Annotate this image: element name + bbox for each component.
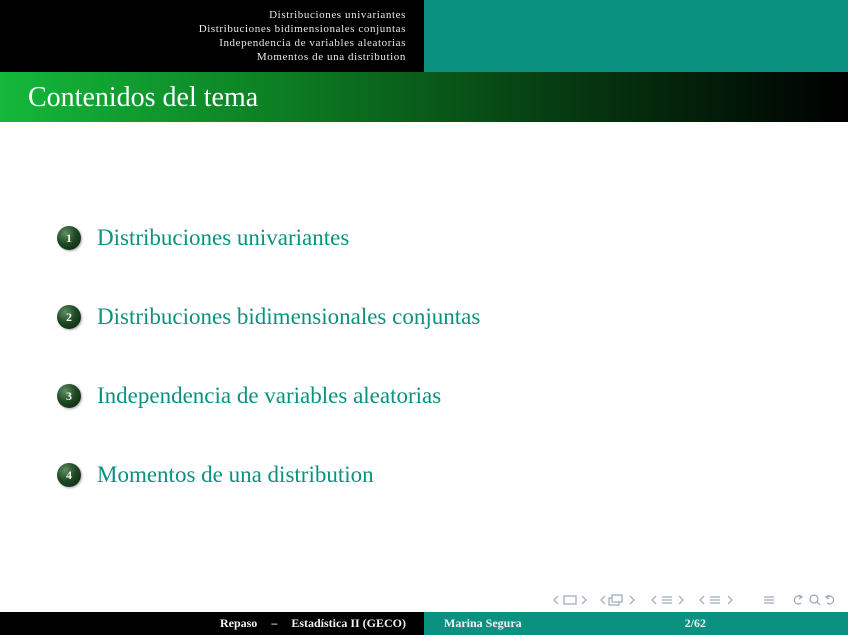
toc-item-label: Independencia de variables aleatorias: [97, 383, 442, 408]
frame-nav-icon[interactable]: [600, 591, 644, 609]
toc-number-ball: 4: [57, 463, 81, 487]
nav-section-2[interactable]: Distribuciones bidimensionales conjuntas: [198, 23, 406, 35]
footline: [0, 612, 848, 635]
footer-course: Estadística II (GECO): [291, 616, 406, 630]
subsection-nav-icon[interactable]: [651, 591, 689, 609]
nav-section-3[interactable]: Independencia de variables aleatorias: [219, 37, 406, 49]
footer-page-number: 2/62: [684, 616, 706, 630]
frame-title-bar: [0, 72, 848, 122]
toc-item-label: Distribuciones bidimensionales conjuntas: [97, 304, 481, 329]
toc-item-label: Distribuciones univariantes: [97, 225, 350, 250]
footer-short-title: Repaso: [219, 616, 258, 630]
footline-left: [0, 612, 424, 635]
search-back-forward-icon[interactable]: [793, 591, 837, 609]
headline-accent-bar: [424, 0, 848, 72]
section-navigation: [0, 0, 424, 72]
section-nav-icon[interactable]: [699, 591, 739, 609]
toc-item-label: Momentos de una distribution: [97, 462, 374, 487]
toc-item-3[interactable]: [57, 381, 441, 411]
toc-item-2[interactable]: [57, 302, 480, 332]
toc-number-ball: 3: [57, 384, 81, 408]
footer-separator: –: [271, 616, 278, 630]
toc-item-4[interactable]: [57, 460, 374, 490]
toc-item-1[interactable]: [57, 223, 349, 253]
footline-right: [424, 612, 848, 635]
headline: [0, 0, 848, 72]
frame-title: Contenidos del tema: [28, 82, 259, 113]
align-icon[interactable]: [762, 591, 776, 609]
nav-section-4[interactable]: Momentos de una distribution: [256, 51, 406, 63]
footer-author: Marina Segura: [444, 616, 522, 630]
toc-number-ball: 2: [57, 305, 81, 329]
nav-section-1[interactable]: Distribuciones univariantes: [269, 9, 406, 21]
slide-nav-icon[interactable]: [553, 591, 593, 609]
toc-number-ball: 1: [57, 226, 81, 250]
